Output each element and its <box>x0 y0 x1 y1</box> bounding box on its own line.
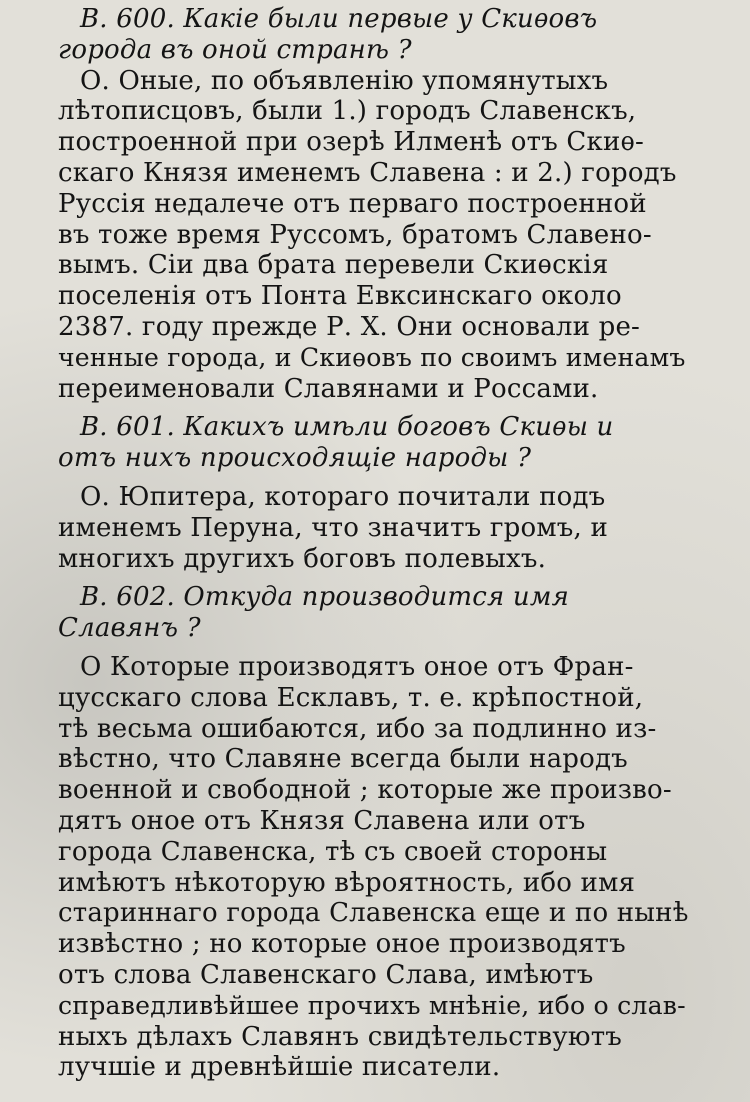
text-line: В. 601. Какихъ имѣли боговъ Скиѳы и <box>80 412 614 443</box>
text-line: цусскаго слова Есклавъ, т. е. крѣпостной, <box>58 682 644 713</box>
text-line: О Которые производятъ оное отъ Фран- <box>80 651 634 682</box>
text-line: Славянъ ? <box>58 613 201 644</box>
answer-602 <box>58 652 692 1083</box>
text-line: стариннаго города Славенска еще и по нынѣ <box>58 898 689 929</box>
text-line: О. Юпитера, котораго почитали подъ <box>80 481 606 512</box>
text-line: отъ слова Славенскаго Слава, имѣютъ <box>58 959 594 990</box>
text-line: В. 600. Какіе были первые у Скиѳовъ <box>80 4 598 34</box>
text-line: 2387. году прежде Р. Х. Они основали ре- <box>58 311 641 342</box>
text-line: справедливѣйшее прочихъ мнѣніе, ибо о слав- <box>58 990 686 1020</box>
text-line: военной и свободной ; которые же произво- <box>58 775 672 806</box>
text-line: построенной при озерѣ Илменѣ отъ Скиѳ- <box>58 127 645 158</box>
text-line: переименовали Славянами и Россами. <box>58 373 599 404</box>
text-line: многихъ другихъ боговъ полевыхъ. <box>58 543 547 574</box>
question-601 <box>58 412 692 474</box>
question-602 <box>58 582 692 644</box>
text-line: В. 602. Откуда производится имя <box>80 582 570 613</box>
text-line: вымъ. Сіи два брата перевели Скиѳскія <box>58 250 609 281</box>
text-line: лучшіе и древнѣйшіе писатели. <box>58 1052 501 1083</box>
text-line: дятъ оное отъ Князя Славена или отъ <box>58 805 586 836</box>
text-line: города Славенска, тѣ съ своей стороны <box>58 836 608 867</box>
answer-600 <box>58 66 692 405</box>
question-600 <box>58 4 692 66</box>
text-line: именемъ Перуна, что значитъ громъ, и <box>58 512 609 543</box>
text-line: ченные города, и Скиѳовъ по своимъ именамъ <box>58 342 686 372</box>
text-line: имѣютъ нѣкоторую вѣроятность, ибо имя <box>58 867 636 898</box>
text-line: тѣ весьма ошибаются, ибо за подлинно из- <box>58 713 657 744</box>
answer-601 <box>58 482 692 574</box>
text-line: отъ нихъ происходящіе народы ? <box>58 443 532 474</box>
text-line: лѣтописцовъ, были 1.) городъ Славенскъ, <box>58 96 637 127</box>
text-line: въ тоже время Руссомъ, братомъ Славено- <box>58 219 652 250</box>
text-line: города въ оной странѣ ? <box>58 34 412 65</box>
text-line: поселенія отъ Понта Евксинскаго около <box>58 281 622 312</box>
text-line: ныхъ дѣлахъ Славянъ свидѣтельствуютъ <box>58 1021 623 1052</box>
text-line: извѣстно ; но которые оное производятъ <box>58 929 626 960</box>
text-line: вѣстно, что Славяне всегда были народъ <box>58 744 628 775</box>
text-line: Руссія недалече отъ перваго построенной <box>58 188 647 219</box>
text-line: скаго Князя именемъ Славена : и 2.) городъ <box>58 157 677 188</box>
text-line: О. Оные, по объявленію упомянутыхъ <box>80 65 609 96</box>
